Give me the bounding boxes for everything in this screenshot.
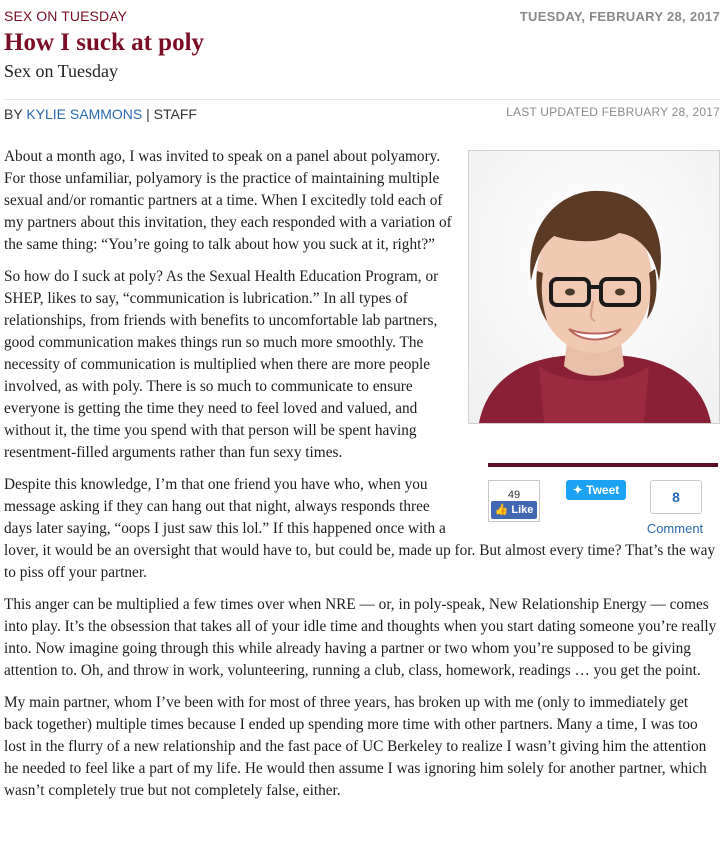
thumbs-up-icon: 👍 xyxy=(494,504,509,516)
paragraph-4: This anger can be multiplied a few times over when NRE — or, in poly-speak, New Relationship Energy — comes into play. It’s the obsession that takes all of your idle time and thoughts when you start dating someone you’re really into. Now imagine going through this while already having a partner or two whom you’re supposed to be giving attention to. Oh, and throw in work, volunteering, running a club, class, homework, readings … you get the point. xyxy=(4,596,717,679)
article-subtitle: Sex on Tuesday xyxy=(4,61,119,81)
byline-prefix: BY xyxy=(4,106,23,122)
twitter-bird-icon: ✦ xyxy=(572,483,583,497)
facebook-like-button[interactable] xyxy=(491,501,537,519)
byline-row xyxy=(4,99,720,124)
last-updated: LAST UPDATED FEBRUARY 28, 2017 xyxy=(506,105,720,119)
tweet-button[interactable] xyxy=(566,480,626,500)
publish-date: TUESDAY, FEBRUARY 28, 2017 xyxy=(519,9,720,24)
paragraph-2: So how do I suck at poly? As the Sexual Health Education Program, or SHEP, likes to say, “communication is lubrication.” In all types of relationships, from friends with benefits to uncomfortable lab partners, good communication makes things run so much more smoothly. The necessity of communication is multiplied when there are more people involved, as with poly. There is so much to communicate to ensure everyone is getting the time they need to feel loved and valued, and without it, the time you spend with that person will be spent having resentment-filled arguments rather than fun sexy times. xyxy=(4,268,439,461)
author-link[interactable]: KYLIE SAMMONS xyxy=(26,106,143,122)
byline xyxy=(4,106,197,122)
share-divider xyxy=(488,463,718,467)
article-page xyxy=(4,0,720,124)
article-sidebar xyxy=(468,146,720,540)
tweet-label: Tweet xyxy=(586,483,620,497)
byline-suffix: | STAFF xyxy=(146,106,197,122)
comment-count-button[interactable]: 8 xyxy=(650,480,702,514)
like-count: 49 xyxy=(507,489,521,501)
article-title: How I suck at poly xyxy=(4,29,205,56)
paragraph-1: About a month ago, I was invited to speak on a panel about polyamory. For those unfamiliar, polyamory is the practice of maintaining multiple sexual and/or romantic partners at a time. When I excitedly told each of my partners about this invitation, they each responded with a variation of the same thing: “You’re going to talk about how you suck at it, right?” xyxy=(4,148,452,253)
like-label: Like xyxy=(511,504,534,516)
author-photo xyxy=(468,150,720,424)
comment-link[interactable]: Comment xyxy=(646,521,704,536)
article-body xyxy=(4,146,720,812)
paragraph-3: Despite this knowledge, I’m that one friend you have who, when you message asking if they can hang out that night, always responds three days later saying, “oops I just saw this lol.” If this happened once with a lover, it would be an oversight that would have to, but could be, made up for. But almost every time? That’s the way to piss off your partner. xyxy=(4,476,716,581)
facebook-like-widget[interactable] xyxy=(488,480,540,522)
section-label[interactable]: SEX ON TUESDAY xyxy=(4,8,128,24)
top-line xyxy=(4,0,720,24)
paragraph-5: My main partner, whom I’ve been with for most of three years, has broken up with me (only to immediately get back together) multiple times because I ended up spending more time with other partners. Many a time, I was too lost in the flurry of a new relationship and the fast pace of UC Berkeley to realize I wasn’t giving him the attention he needed to feel like a part of my life. He would then assume I was ignoring him solely for another partner, which wasn’t completely true but not completely false, either. xyxy=(4,694,707,799)
